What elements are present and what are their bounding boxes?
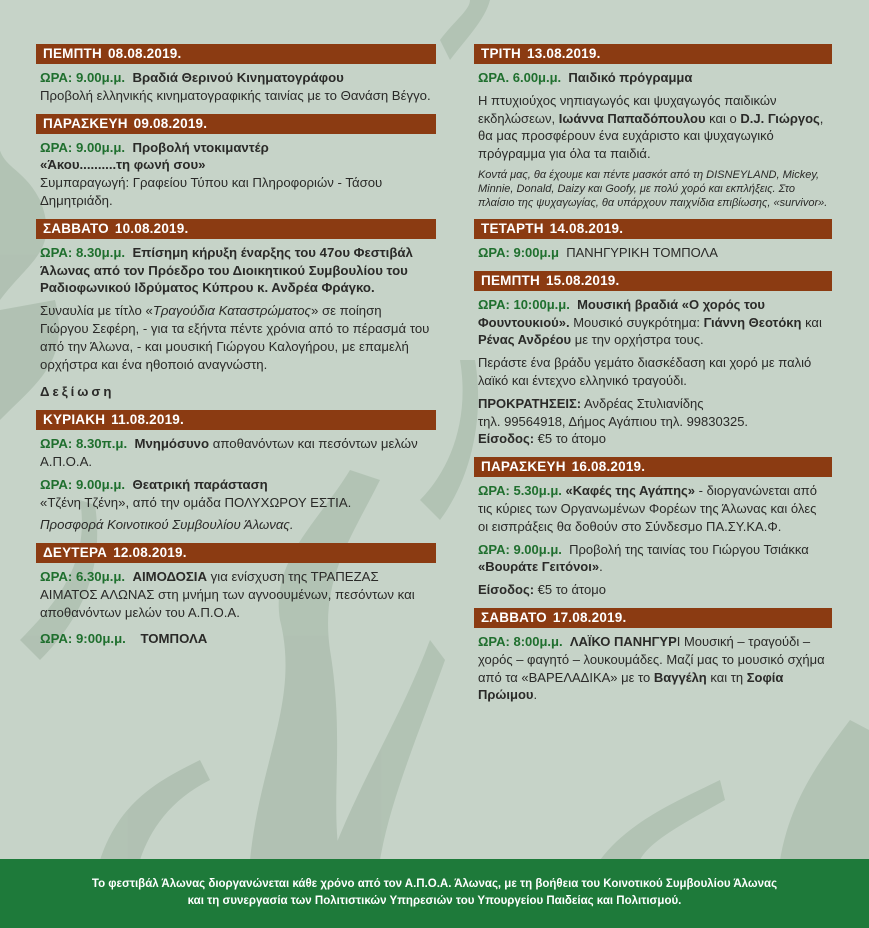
concert-title: Τραγούδια Καταστρώματος [152, 303, 311, 319]
day-name: ΣΑΒΒΑΤΟ [43, 220, 109, 236]
event-description [40, 302, 432, 373]
day-date: 08.08.2019. [107, 46, 182, 61]
event-description: Περάστε ένα βράδυ γεμάτο διασκέδαση και χορό με παλιό λαϊκό και έντεχνο ελληνικό τραγούδι. [478, 355, 812, 388]
event-time: ΩΡΑ: 5.30μ.μ. [478, 483, 562, 499]
performer-name: D.J. Γιώργος [740, 110, 820, 126]
day-name: ΔΕΥΤΕΡΑ [43, 545, 108, 561]
day-header [36, 543, 436, 563]
event-time: ΩΡΑ: 9:00μ.μ [478, 244, 559, 260]
day-header [474, 271, 832, 291]
event-description: «Τζένη Τζένη», από την ομάδα ΠΟΛΥΧΩΡΟΥ ΕΣΤΙΑ. [40, 494, 352, 510]
event-title: Μουσική βραδιά «Ο χορός του Φουντουκιού». [478, 296, 766, 330]
event-text: με την ορχήστρα τους. [574, 332, 704, 348]
day-date: 09.08.2019. [133, 115, 208, 131]
footer-banner [0, 859, 869, 928]
performer-name: Βαγγέλη [653, 669, 707, 685]
footer-line-2: και τη συνεργασία των Πολιτιστικών Υπηρεσιών του Υπουργείου Παιδείας και Πολιτισμού. [187, 895, 682, 907]
right-column [474, 44, 832, 713]
day-name: ΠΕΜΠΤΗ [481, 272, 540, 288]
day-header [36, 44, 436, 64]
event-text: , θα μας προσφέρουν ένα ευχάριστο και ψυχαγωγικό πρόγραμμα για όλα τα παιδιά. [478, 110, 824, 162]
event-time: ΩΡΑ: 9.00μ.μ. [40, 70, 126, 85]
day-name: ΠΑΡΑΣΚΕΥΗ [43, 115, 128, 131]
event-text: και [805, 314, 822, 330]
day-name: ΠΑΡΑΣΚΕΥΗ [481, 459, 566, 475]
day-name: ΤΡΙΤΗ [481, 46, 521, 61]
day-date: 15.08.2019. [545, 272, 620, 288]
event-title: «Καφές της Αγάπης» [565, 483, 696, 499]
concert-post: » σε ποίηση Γιώργου Σεφέρη, - για τα εξήντα πέντε χρόνια από το πέρασμά του από την Άλωνα, - και μουσική Γιώργου Καλογήρου, με επαμελή ορχήστρα και ένα ηθοποιό αναγνώστη. [40, 303, 430, 372]
event-time: ΩΡΑ: 8:00μ.μ. [478, 633, 563, 649]
event-text: Ι Μουσική – τραγούδι – χορός – φαγητό – λουκουμάδες. Μαζί μας το μουσικό σχήμα από τα «ΒΑΡΕΛΑΔΙΚΑ» με το [478, 633, 825, 685]
event-note: Κοντά μας, θα έχουμε και πέντε μασκότ από τη DISNEYLAND, Mickey, Minnie, Donald, Daizy και Goofy, με πολύ χορό και εκπλήξεις. Στο πλαίσιο της ψυχαγωγίας, θα υπάρχουν παιχνίδια επιβίωσης, «survivor». [478, 168, 828, 209]
reservations-label: ΠΡΟΚΡΑΤΗΣΕΙΣ: [478, 395, 582, 411]
event-title: Επίσημη κήρυξη έναρξης του 47ου Φεστιβάλ Άλωνας από τον Πρόεδρο του Διοικητικού Συμβουλίου του Ραδιοφωνικού Ιδρύματος Κύπρου κ. Ανδρέα Φράγκο. [40, 244, 413, 296]
event-sunday-11 [36, 410, 436, 543]
day-header [474, 44, 832, 64]
day-date: 17.08.2019. [552, 609, 627, 625]
event-text: Μουσικό συγκρότημα: [573, 314, 701, 330]
day-header [36, 219, 436, 239]
day-date: 14.08.2019. [549, 220, 624, 236]
event-time: ΩΡΑ: 9.00μ.μ. [478, 541, 562, 557]
event-text: και τη [710, 669, 744, 685]
event-description: Συμπαραγωγή: Γραφείου Τύπου και Πληροφοριών - Τάσου Δημητριάδη. [40, 175, 383, 208]
event-friday-09 [36, 114, 436, 219]
event-tuesday-13 [474, 44, 832, 219]
event-time: ΩΡΑ: 6.30μ.μ. [40, 569, 126, 585]
event-text: Προβολή της ταινίας του Γιώργου Τσιάκκα [569, 541, 809, 557]
event-text: Η πτυχιούχος νηπιαγωγός και ψυχαγωγός παιδικών εκδηλώσεων, [478, 92, 777, 126]
event-monday-12 [36, 543, 436, 656]
event-title: Θεατρική παράσταση [132, 476, 268, 492]
reception-label: Δεξίωση [40, 384, 115, 400]
performer-name: Ρένας Ανδρέου [478, 332, 572, 348]
event-time: ΩΡΑ: 9.00μ.μ. [40, 476, 126, 492]
entry-label: Είσοδος: [478, 582, 535, 598]
event-wednesday-14 [474, 219, 832, 271]
event-friday-16 [474, 457, 832, 608]
event-time: ΩΡΑ: 10:00μ.μ. [478, 296, 570, 312]
performer-name: Σοφία Πρώιμου [478, 669, 784, 703]
event-time: ΩΡΑ: 9.00μ.μ. [40, 139, 126, 155]
day-header [474, 608, 832, 628]
event-title: ΤΟΜΠΟΛΑ [140, 630, 208, 646]
day-name: ΠΕΜΠΤΗ [43, 46, 102, 61]
day-date: 16.08.2019. [571, 459, 646, 475]
event-description: για ενίσχυση της ΤΡΑΠΕΖΑΣ ΑΙΜΑΤΟΣ ΑΛΩΝΑΣ στη μνήμη των αγνοουμένων, πεσόντων και αποθανόντων μελών του Α.Π.Ο.Α. [40, 569, 415, 620]
day-header [36, 114, 436, 134]
event-title: ΑΙΜΟΔΟΣΙΑ [132, 569, 207, 585]
event-title: Μνημόσυνο [134, 436, 210, 452]
event-thursday-08 [36, 44, 436, 114]
event-time: ΩΡΑ: 9:00μ.μ. [40, 630, 126, 646]
event-subtitle: «Άκου..........τη φωνή σου» [40, 157, 206, 173]
event-title: ΛΑΪΚΟ ΠΑΝΗΓΥΡ [569, 633, 677, 649]
event-title: «Βουράτε Γειτόνοι» [478, 559, 600, 575]
day-date: 10.08.2019. [114, 220, 189, 236]
performer-name: Ιωάννα Παπαδόπουλου [558, 110, 706, 126]
event-description: - διοργανώνεται από τις κύριες των Οργανωμένων Φορέων της Άλωνας και όλες οι εισπράξεις θα δοθούν στο Σύνδεσμο ΠΑ.ΣΥ.ΚΑ.Φ. [478, 483, 817, 534]
day-name: ΤΕΤΑΡΤΗ [481, 220, 544, 236]
event-text: . [533, 687, 538, 703]
day-header [474, 457, 832, 477]
performer-name: Γιάννη Θεοτόκη [703, 314, 802, 330]
event-description: Προβολή ελληνικής κινηματογραφικής ταινίας με το Θανάση Βέγγο. [40, 87, 431, 103]
left-column [36, 44, 436, 656]
event-title: Βραδιά Θερινού Κινηματογράφου [132, 70, 344, 85]
event-text: . [599, 559, 603, 575]
entry-price: €5 το άτομο [537, 582, 606, 598]
event-time: ΩΡΑ: 8.30μ.μ. [40, 244, 126, 260]
event-text: και ο [709, 110, 737, 126]
entry-price: €5 το άτομο [537, 431, 606, 447]
event-title: Προβολή ντοκιμαντέρ [132, 139, 269, 155]
footer-line-1: Το φεστιβάλ Άλωνας διοργανώνεται κάθε χρόνο από τον Α.Π.Ο.Α. Άλωνας, με τη βοήθεια του Κοινοτικού Συμβουλίου Άλωνας [91, 878, 778, 890]
day-name: ΣΑΒΒΑΤΟ [481, 609, 547, 625]
reservations-name: Ανδρέας Στυλιανίδης [584, 395, 704, 411]
event-time: ΩΡΑ. 6.00μ.μ. [478, 70, 562, 85]
day-name: ΚΥΡΙΑΚΗ [43, 412, 106, 428]
event-title: ΠΑΝΗΓΥΡΙΚΗ ΤΟΜΠΟΛΑ [566, 244, 718, 260]
event-title: Παιδικό πρόγραμμα [568, 70, 693, 85]
event-saturday-10 [36, 219, 436, 410]
reservations-phones: τηλ. 99564918, Δήμος Αγάπιου τηλ. 99830325. [478, 413, 749, 429]
entry-label: Είσοδος: [478, 431, 535, 447]
event-thursday-15 [474, 271, 832, 457]
day-date: 13.08.2019. [527, 46, 601, 61]
event-description: αποθανόντων και πεσόντων μελών Α.Π.Ο.Α. [40, 436, 418, 469]
event-time: ΩΡΑ: 8.30π.μ. [40, 436, 128, 452]
concert-pre: Συναυλία με τίτλο « [40, 303, 153, 319]
day-date: 12.08.2019. [113, 545, 187, 561]
event-saturday-17 [474, 608, 832, 713]
event-note: Προσφορά Κοινοτικού Συμβουλίου Άλωνας. [40, 517, 294, 533]
day-date: 11.08.2019. [111, 412, 184, 428]
day-header [474, 219, 832, 239]
day-header [36, 410, 436, 430]
